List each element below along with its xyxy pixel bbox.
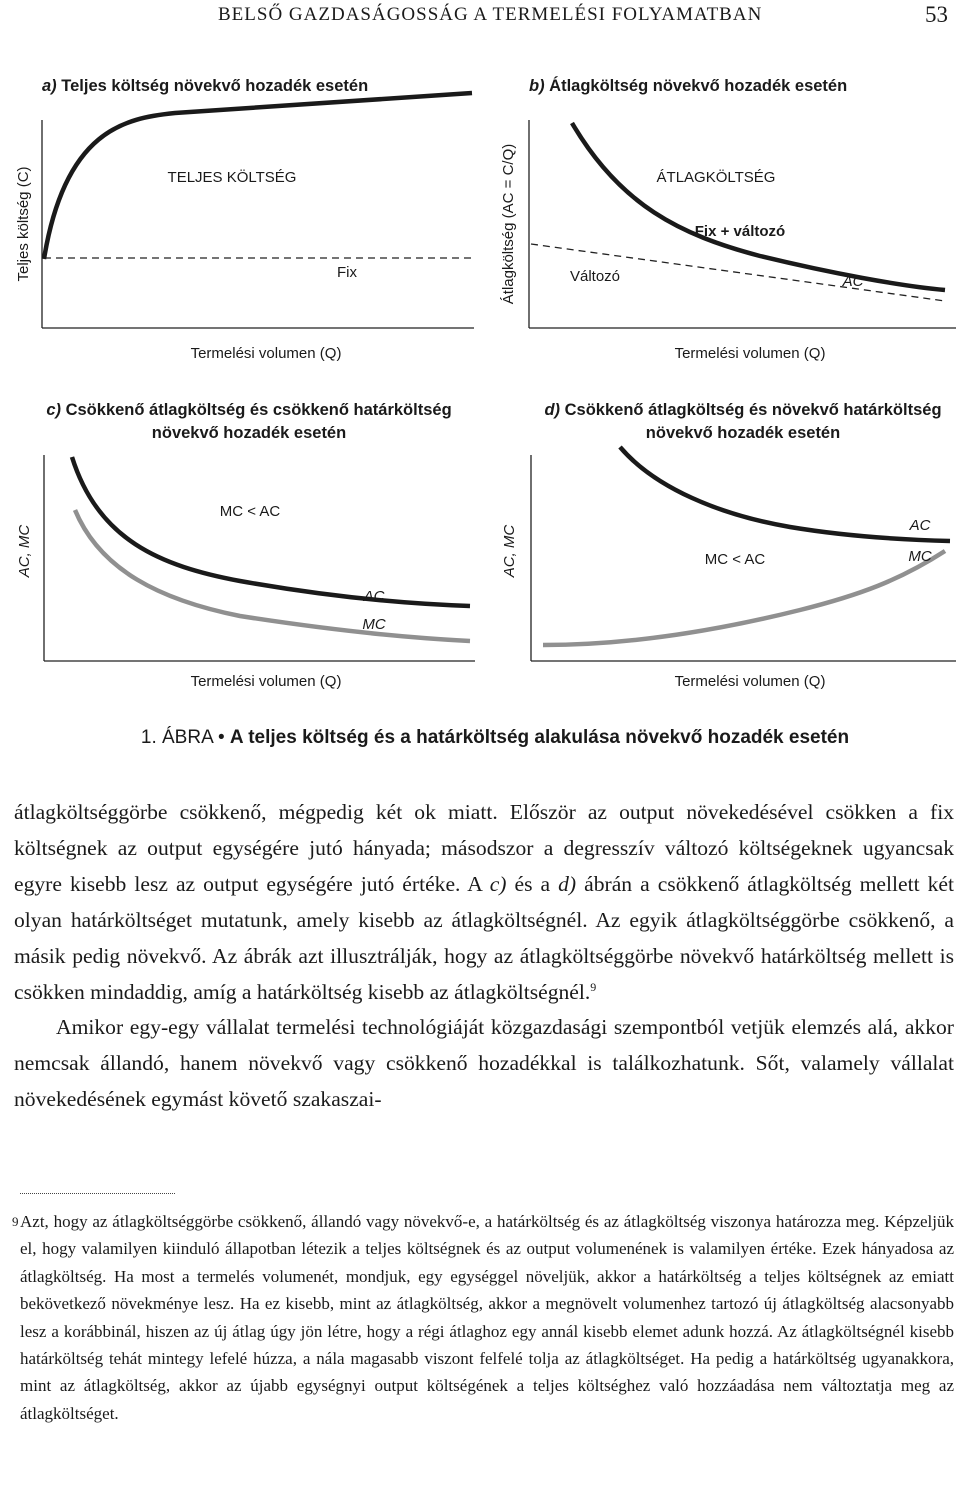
label-mc-d: MC bbox=[908, 548, 932, 565]
label-ac-d: AC bbox=[909, 517, 931, 534]
panel-d-title-line2: növekvő hozadék esetén bbox=[645, 424, 841, 442]
panel-d bbox=[501, 401, 956, 690]
panel-b-x-label: Termelési volumen (Q) bbox=[674, 345, 826, 362]
footnote-ref: 9 bbox=[590, 979, 597, 994]
footnote-separator bbox=[20, 1193, 175, 1194]
footnote bbox=[14, 1208, 954, 1427]
footnote-text: Azt, hogy az átlagköltséggörbe csökkenő, állandó vagy növekvő-e, a határköltség és az átlagköltség viszonya határozza meg. Képzeljük el, hogy valamilyen kiinduló állapotban létezik a teljes költségnek és az output volumenének is valamilyen értéke. Ezek hányadosa az átlagköltség. Ha most a termelés volumenét, mondjuk, egy egységgel növeljük, akkor a határköltség a teljes költségnek az emiatt bekövetkező növekménye lesz. Ha ez kisebb, mint az átlagköltség, akkor a megnövelt volumenhez tartozó új átlagköltség alacsonyabb lesz a korábbinál, hiszen az új átlag úgy jön létre, hogy a régi átlaghoz egy annál kisebb elemet adunk hozzá. Az átlagköltségnél kisebb határköltség tehát mintegy lefelé húzza, a nála magasabb viszont felfelé tolja az átlagköltséget. Ha pedig a határköltség ugyanakkora, mint az átlagköltség, akkor az újabb egységnyi output költségének a teljes költséghez való hozzáadása nem változtatja meg az átlagköltséget. bbox=[20, 1212, 954, 1423]
panel-a-y-label: Teljes költség (C) bbox=[15, 166, 32, 282]
label-ac-c: AC bbox=[363, 588, 385, 605]
label-mc-less-ac-c: MC < AC bbox=[219, 503, 281, 520]
paragraph-2: Amikor egy-egy vállalat termelési technológiáját közgazdasági szempontból vetjük elemzés alá, akkor nemcsak állandó, hanem növekvő vagy csökkenő hozadékkal is találkozhatunk. Sőt, valamely vállalat növekedésének egymást követő szakaszai- bbox=[14, 1015, 954, 1112]
paragraph-1 bbox=[14, 795, 954, 1010]
label-mc-c: MC bbox=[362, 616, 386, 633]
label-ac-b: AC bbox=[842, 273, 864, 290]
label-average-cost: ÁTLAGKÖLTSÉG bbox=[656, 169, 776, 186]
average-cost-curve bbox=[569, 123, 945, 290]
figure-1 bbox=[0, 60, 960, 760]
text-run: átlagköltséggörbe csökkenő, mégpedig két ok miatt. Először az output növekedésével csökken a fix költségnek az output egységére jutó hányada; másodszor a degresszív változó költségeknek ugyancsak egyre kisebb lesz az output egységére jutó értéke. A bbox=[14, 800, 954, 896]
panel-d-title-line1: d) Csökkenő átlagköltség és növekvő határköltség bbox=[544, 401, 942, 419]
mc-curve-c bbox=[75, 510, 470, 641]
panel-a-x-label: Termelési volumen (Q) bbox=[190, 345, 342, 362]
panel-c-x-label: Termelési volumen (Q) bbox=[190, 673, 342, 690]
panel-c bbox=[16, 401, 475, 690]
label-fix-plus-variable: Fix + változó bbox=[694, 223, 786, 240]
text-run: és a bbox=[506, 871, 559, 896]
footnote-number: 9 bbox=[12, 1214, 19, 1229]
panel-d-y-label: AC, MC bbox=[501, 524, 518, 578]
panel-b bbox=[500, 76, 956, 362]
panel-b-title: b) Átlagköltség növekvő hozadék esetén bbox=[529, 77, 848, 95]
ac-curve-d bbox=[620, 447, 950, 541]
panel-d-x-label: Termelési volumen (Q) bbox=[674, 673, 826, 690]
panel-c-title-line2: növekvő hozadék esetén bbox=[151, 424, 347, 442]
label-total-cost: TELJES KÖLTSÉG bbox=[167, 169, 297, 186]
figure-caption: 1. ÁBRA • A teljes költség és a határköltség alakulása növekvő hozadék esetén bbox=[140, 727, 850, 748]
figure-canvas bbox=[0, 60, 960, 760]
panel-a bbox=[15, 77, 474, 362]
running-head bbox=[218, 4, 948, 26]
panel-b-y-label: Átlagköltség (AC = C/Q) bbox=[500, 143, 517, 305]
label-variable: Változó bbox=[569, 268, 621, 285]
label-fix: Fix bbox=[337, 264, 357, 281]
body-text bbox=[14, 795, 954, 1118]
text-run: ábrán a csökkenő átlagköltség mellett két olyan határköltséget mutatunk, amely kisebb az átlagköltségnél. Az egyik átlagköltséggörbe csökkenő, a másik pedig növekvő. Az ábrák azt illusztrálják, hogy az átlagköltséggörbe növekvő határköltség mellett is csökken mindaddig, amíg a határköltség kisebb az átlagköltségnél. bbox=[14, 871, 954, 1004]
panel-c-title-line1: c) Csökkenő átlagköltség és csökkenő határköltség bbox=[46, 401, 452, 419]
panel-a-title: a) Teljes költség növekvő hozadék esetén bbox=[42, 77, 369, 95]
italic-ref: d) bbox=[558, 871, 577, 896]
panel-c-y-label: AC, MC bbox=[16, 524, 33, 578]
running-title: BELSŐ GAZDASÁGOSSÁG A TERMELÉSI FOLYAMATBAN bbox=[218, 4, 763, 25]
page-number: 53 bbox=[925, 2, 948, 27]
label-mc-less-ac-d: MC < AC bbox=[704, 551, 766, 568]
ac-curve-c bbox=[72, 457, 470, 606]
italic-ref: c) bbox=[489, 871, 507, 896]
